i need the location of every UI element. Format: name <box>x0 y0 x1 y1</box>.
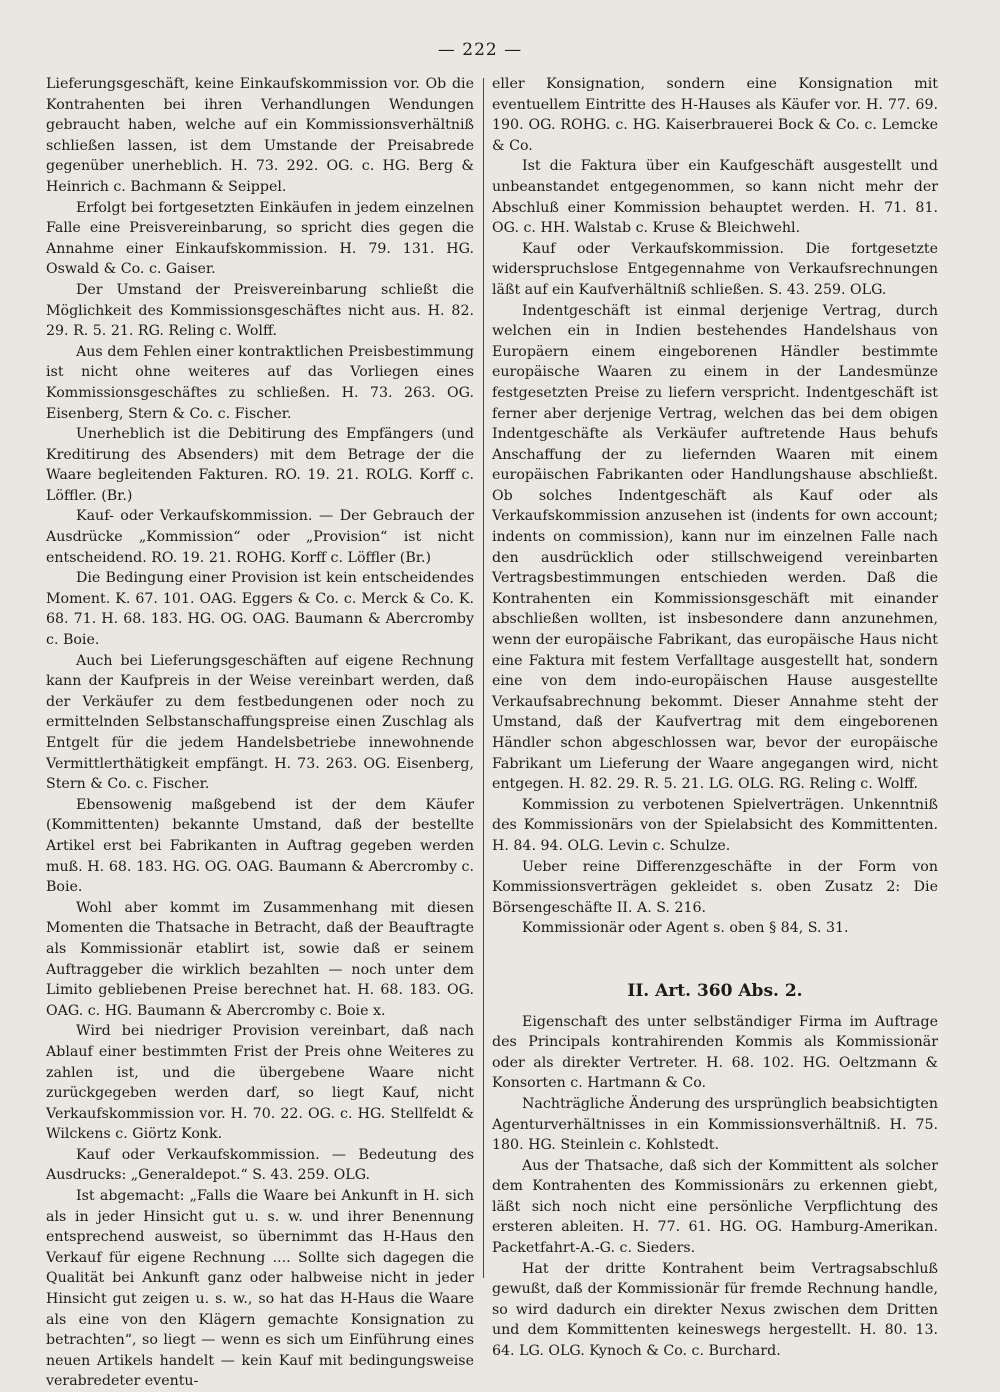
paragraph: Hat der dritte Kontrahent beim Vertragsabschluß gewußt, daß der Kommissionär für fremde Rechnung handle, so wird dadurch ein direkter Nexus zwischen dem Dritten und dem Kommittenten keineswegs hergestellt. H. 80. 13. 64. LG. OLG. Kynoch & Co. c. Burchard. <box>492 1260 938 1360</box>
paragraph: Ist die Faktura über ein Kaufgeschäft ausgestellt und unbeanstandet entgegenommen, so kann nicht mehr der Abschluß einer Kommission behauptet werden. H. 71. 81. OG. c. HH. Walstab c. Kruse & Bleichwehl. <box>492 158 938 237</box>
paragraph: Kauf- oder Verkaufskommission. — Der Gebrauch der Ausdrücke „Kommission“ oder „Provision“ ist nicht entscheidend. RO. 19. 21. ROHG. Korff c. Löffler (Br.) <box>46 508 474 566</box>
page-number: — 222 — <box>437 40 523 60</box>
paragraph: Die Bedingung einer Provision ist kein entscheidendes Moment. K. 67. 101. OAG. Eggers & Co. c. Merck & Co. K. 68. 71. H. 68. 183. HG. OG. OAG. Baumann & Abercromby c. Boie. <box>46 570 474 649</box>
paragraph: Ist abgemacht: „Falls die Waare bei Ankunft in H. sich als in jeder Hinsicht gut u. s. w. und ihrer Benennung entsprechend ausweist, so übernimmt das H-Haus den Verkauf für eigene Rechnung .... Sollte sich dagegen die Qualität bei Ankunft ganz oder halbweise nicht in jeder Hinsicht gut zeigen u. s. w., so hat das H-Haus die Waare als eine von den Klägern gemachte Konsignation zu betrachten“, so liegt — wenn es sich um Einführung eines neuen Artikels handelt — kein Kauf mit bedingungsweise verabredeter eventu- <box>46 1188 474 1390</box>
paragraph: Kommissionär oder Agent s. oben § 84, S. 31. <box>522 920 849 937</box>
paragraph: Aus der Thatsache, daß sich der Kommittent als solcher dem Kontrahenten des Kommissionärs zu erkennen giebt, läßt sich noch nicht eine persönliche Verpflichtung des ersteren ableiten. H. 77. 61. HG. OG. Hamburg-Amerikan. Packetfahrt-A.-G. c. Sieders. <box>492 1157 938 1257</box>
paragraph: Wohl aber kommt im Zusammenhang mit diesen Momenten die Thatsache in Betracht, daß der Beauftragte als Kommissionär etablirt ist, sowie daß er seinem Auftraggeber die wirklich bezahlten — noch unter dem Limito gebliebenen Preise berechnet hat. H. 68. 183. OG. OAG. c. HG. Baumann & Abercromby c. Boie x. <box>46 899 474 1019</box>
paragraph: Indentgeschäft ist einmal derjenige Vertrag, durch welchen ein in Indien bestehendes Handelshaus von Europäern einem eingeborenen Händler bestimmte europäische Waaren zu einem in der Landesmünze festgesetzten Preise zu liefern verspricht. Indentgeschäft ist ferner aber derjenige Vertrag, welchen das bei dem obigen Indentgeschäfte als Verkäufer auftretende Haus behufs Anschaffung der zu liefernden Waaren mit einem europäischen Fabrikanten oder Handlungshause abschließt. Ob solches Indentgeschäft als Kauf oder als Verkaufskommission anzusehen ist (indents for own account; indents on commission), kann nur im einzelnen Falle nach den ausdrücklich oder stillschweigend vereinbarten Vertragsbestimmungen entschieden werden. Daß die Kontrahenten ein Kommissionsgeschäft mit einander abschließen wollten, ist insbesondere dann anzunehmen, wenn der europäische Fabrikant, das europäische Haus nicht eine Faktura mit festem Verfalltage ausgestellt hat, sondern eine von dem indo-europäischen Hause ausgestellte Verkaufsabrechnung bekommt. Dieser Annahme steht der Umstand, daß der Kaufvertrag mit dem eingeborenen Händler schon abgeschlossen war, bevor der europäische Fabrikant um Lieferung der Waare angegangen wird, nicht entgegen. H. 82. 29. R. 5. 21. LG. OLG. RG. Reling c. Wolff. <box>492 302 938 793</box>
paragraph: Ebensowenig maßgebend ist der dem Käufer (Kommittenten) bekannte Umstand, daß der bestellte Artikel erst bei Fabrikanten in Auftrag gegeben werden muß. H. 68. 183. HG. OG. OAG. Baumann & Abercromby c. Boie. <box>46 796 474 896</box>
section-heading: II. Art. 360 Abs. 2. <box>627 980 803 1001</box>
paragraph: Kauf oder Verkaufskommission. Die fortgesetzte widerspruchslose Entgegennahme von Verkaufsrechnungen läßt auf ein Kaufverhältniß schließen. S. 43. 259. OLG. <box>492 240 938 298</box>
column-divider <box>483 78 484 1278</box>
paragraph: Eigenschaft des unter selbständiger Firma im Auftrage des Principals kontrahirenden Kommis als Kommissionär oder als direkter Vertreter. H. 68. 102. HG. Oeltzmann & Konsorten c. Hartmann & Co. <box>492 1013 938 1092</box>
right-column <box>492 74 938 1362</box>
paragraph: Ueber reine Differenzgeschäfte in der Form von Kommissionsverträgen gekleidet s. oben Zusatz 2: Die Börsengeschäfte II. A. S. 216. <box>492 858 938 916</box>
paragraph: Kauf oder Verkaufskommission. — Bedeutung des Ausdrucks: „Generaldepot.“ S. 43. 259. OLG. <box>46 1146 474 1184</box>
paragraph: Aus dem Fehlen einer kontraktlichen Preisbestimmung ist nicht ohne weiteres auf das Vorliegen eines Kommissionsgeschäftes zu schließen. H. 73. 263. OG. Eisenberg, Stern & Co. c. Fischer. <box>46 343 474 422</box>
paragraph: Wird bei niedriger Provision vereinbart, daß nach Ablauf einer bestimmten Frist der Preis ohne Weiteres zu zahlen ist, und die übergebene Waare nicht zurückgegeben werden darf, so liegt Kauf, nicht Verkaufskommission vor. H. 70. 22. OG. c. HG. Stellfeldt & Wilckens c. Giörtz Konk. <box>46 1023 474 1143</box>
paragraph: eller Konsignation, sondern eine Konsignation mit eventuellem Eintritte des H-Hauses als Käufer vor. H. 77. 69. 190. OG. ROHG. c. HG. Kaiserbrauerei Bock & Co. c. Lemcke & Co. <box>492 76 938 154</box>
paragraph: Unerheblich ist die Debitirung des Empfängers (und Kreditirung des Absenders) mit dem Betrage der die Waare begleitenden Fakturen. RO. 19. 21. ROLG. Korff c. Löffler. (Br.) <box>46 426 474 504</box>
paragraph: Auch bei Lieferungsgeschäften auf eigene Rechnung kann der Kaufpreis in der Weise vereinbart werden, daß der Verkäufer zu dem festbedungenen oder noch zu ermittelnden Selbstanschaffungspreise einen Zuschlag als Entgelt für die jedem Handelsbetriebe innewohnende Vermittlerthätigkeit empfängt. H. 73. 263. OG. Eisenberg, Stern & Co. c. Fischer. <box>46 652 474 793</box>
paragraph: Nachträgliche Änderung des ursprünglich beabsichtigten Agenturverhältnisses in ein Kommissionsverhältniß. H. 75. 180. HG. Steinlein c. Kohlstedt. <box>492 1095 938 1154</box>
paragraph: Lieferungsgeschäft, keine Einkaufskommission vor. Ob die Kontrahenten bei ihren Verhandlungen Wendungen gebraucht haben, welche auf ein Kommissionsverhältniß schließen lassen, ist dem Umstande der Preisabrede gegenüber unerheblich. H. 73. 292. OG. c. HG. Berg & Heinrich c. Bachmann & Seippel. <box>46 76 474 195</box>
left-column <box>46 74 474 1392</box>
paragraph: Kommission zu verbotenen Spielverträgen. Unkenntniß des Kommissionärs von der Spielabsicht des Kommittenten. H. 84. 94. OLG. Levin c. Schulze. <box>492 796 938 854</box>
paragraph: Erfolgt bei fortgesetzten Einkäufen in jedem einzelnen Falle eine Preisvereinbarung, so spricht dies gegen die Annahme einer Einkaufskommission. H. 79. 131. HG. Oswald & Co. c. Gaiser. <box>46 199 474 278</box>
paragraph: Der Umstand der Preisvereinbarung schließt die Möglichkeit des Kommissionsgeschäftes nicht aus. H. 82. 29. R. 5. 21. RG. Reling c. Wolff. <box>46 281 474 340</box>
